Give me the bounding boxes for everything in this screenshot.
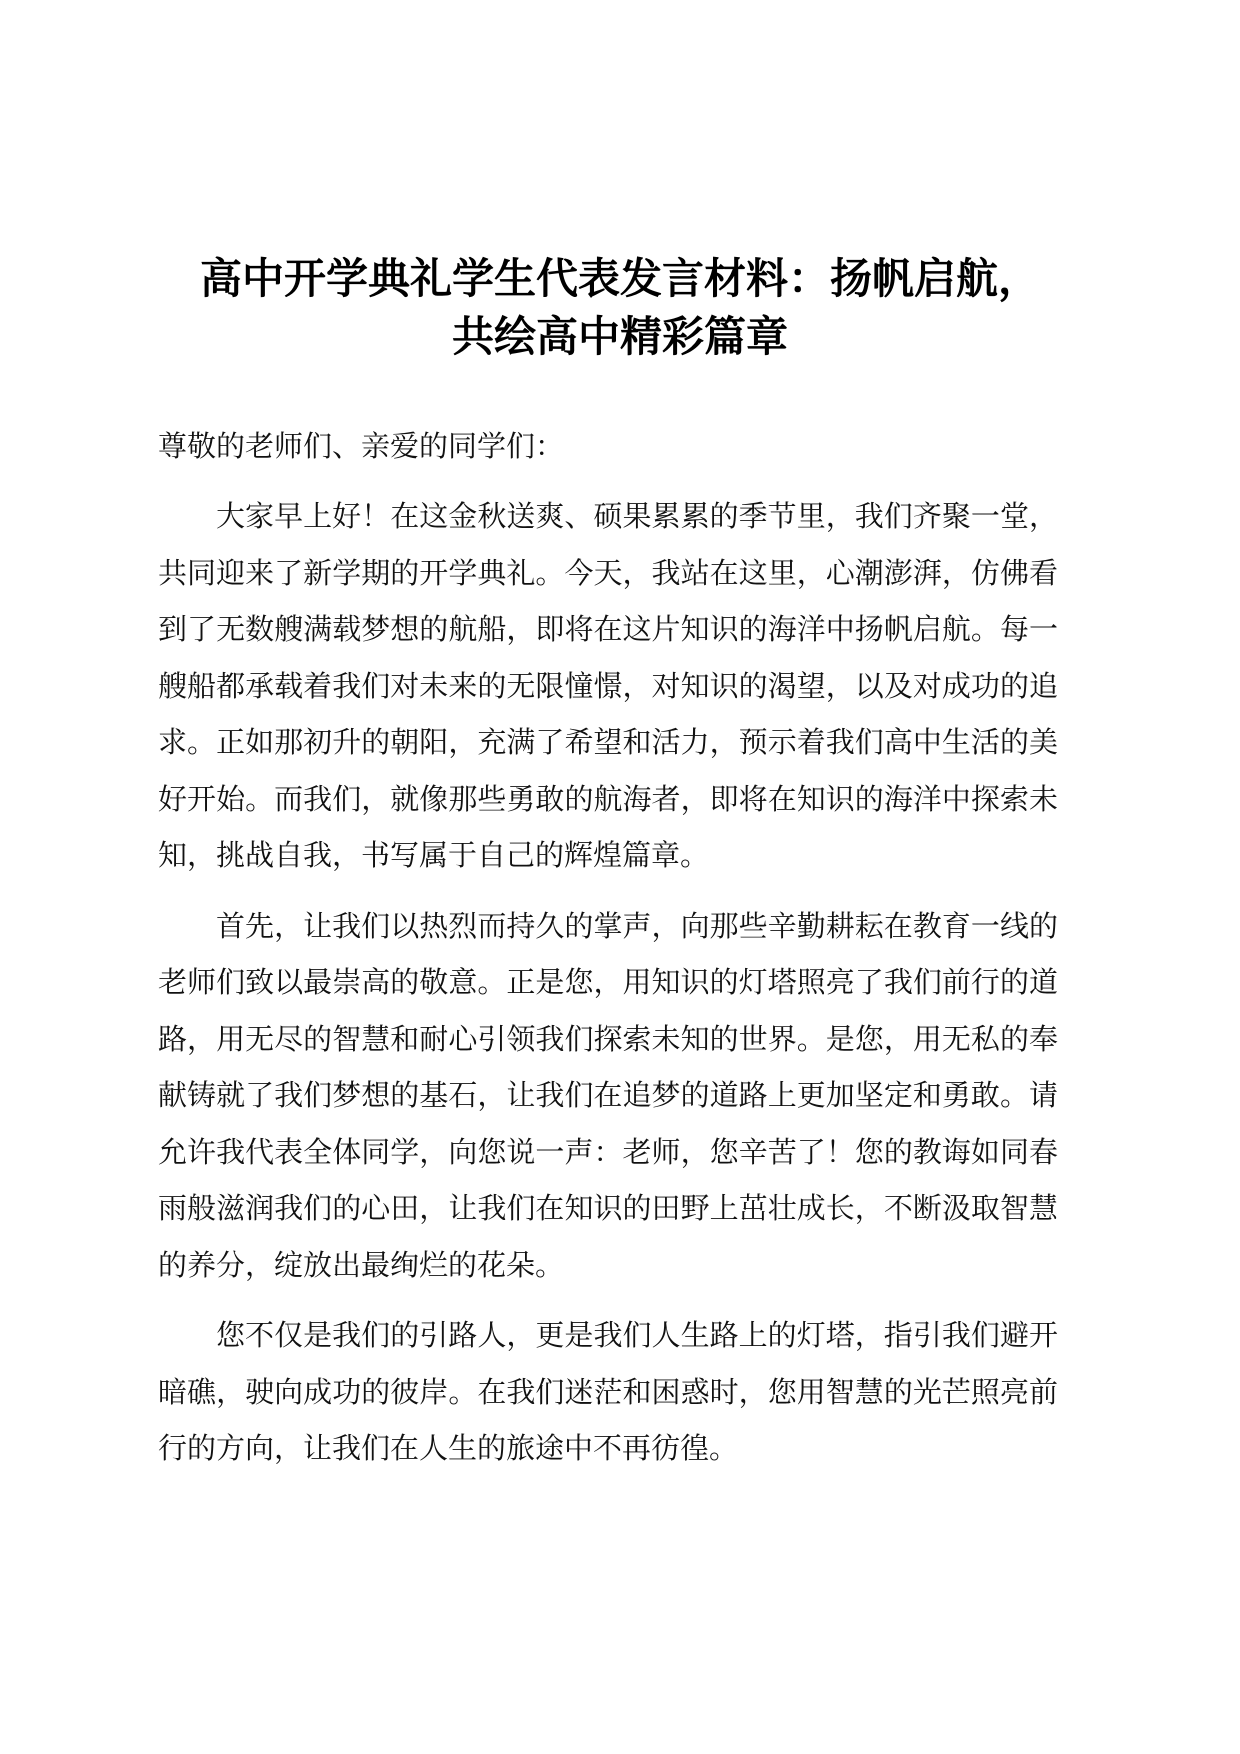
title-line-1: 高中开学典礼学生代表发言材料：扬帆启航，	[199, 254, 1040, 303]
document-body	[158, 418, 1058, 1477]
salutation: 尊敬的老师们、亲爱的同学们：	[158, 429, 565, 463]
paragraph-3: 您不仅是我们的引路人，更是我们人生路上的灯塔，指引我们避开暗礁，驶向成功的彼岸。在我们迷茫和困惑时，您用智慧的光芒照亮前行的方向，让我们在人生的旅途中不再彷徨。	[158, 1318, 1058, 1465]
paragraph-1: 大家早上好！在这金秋送爽、硕果累累的季节里，我们齐聚一堂，共同迎来了新学期的开学典礼。今天，我站在这里，心潮澎湃，仿佛看到了无数艘满载梦想的航船，即将在这片知识的海洋中扬帆启航。每一艘船都承载着我们对未来的无限憧憬，对知识的渴望，以及对成功的追求。正如那初升的朝阳，充满了希望和活力，预示着我们高中生活的美好开始。而我们，就像那些勇敢的航海者，即将在知识的海洋中探索未知，挑战自我，书写属于自己的辉煌篇章。	[158, 499, 1058, 872]
title-line-2: 共绘高中精彩篇章	[451, 312, 788, 361]
paragraph-2: 首先，让我们以热烈而持久的掌声，向那些辛勤耕耘在教育一线的老师们致以最崇高的敬意。正是您，用知识的灯塔照亮了我们前行的道路，用无尽的智慧和耐心引领我们探索未知的世界。是您，用无私的奉献铸就了我们梦想的基石，让我们在追梦的道路上更加坚定和勇敢。请允许我代表全体同学，向您说一声：老师，您辛苦了！您的教诲如同春雨般滋润我们的心田，让我们在知识的田野上茁壮成长，不断汲取智慧的养分，绽放出最绚烂的花朵。	[158, 908, 1058, 1282]
document-title	[140, 250, 1100, 366]
